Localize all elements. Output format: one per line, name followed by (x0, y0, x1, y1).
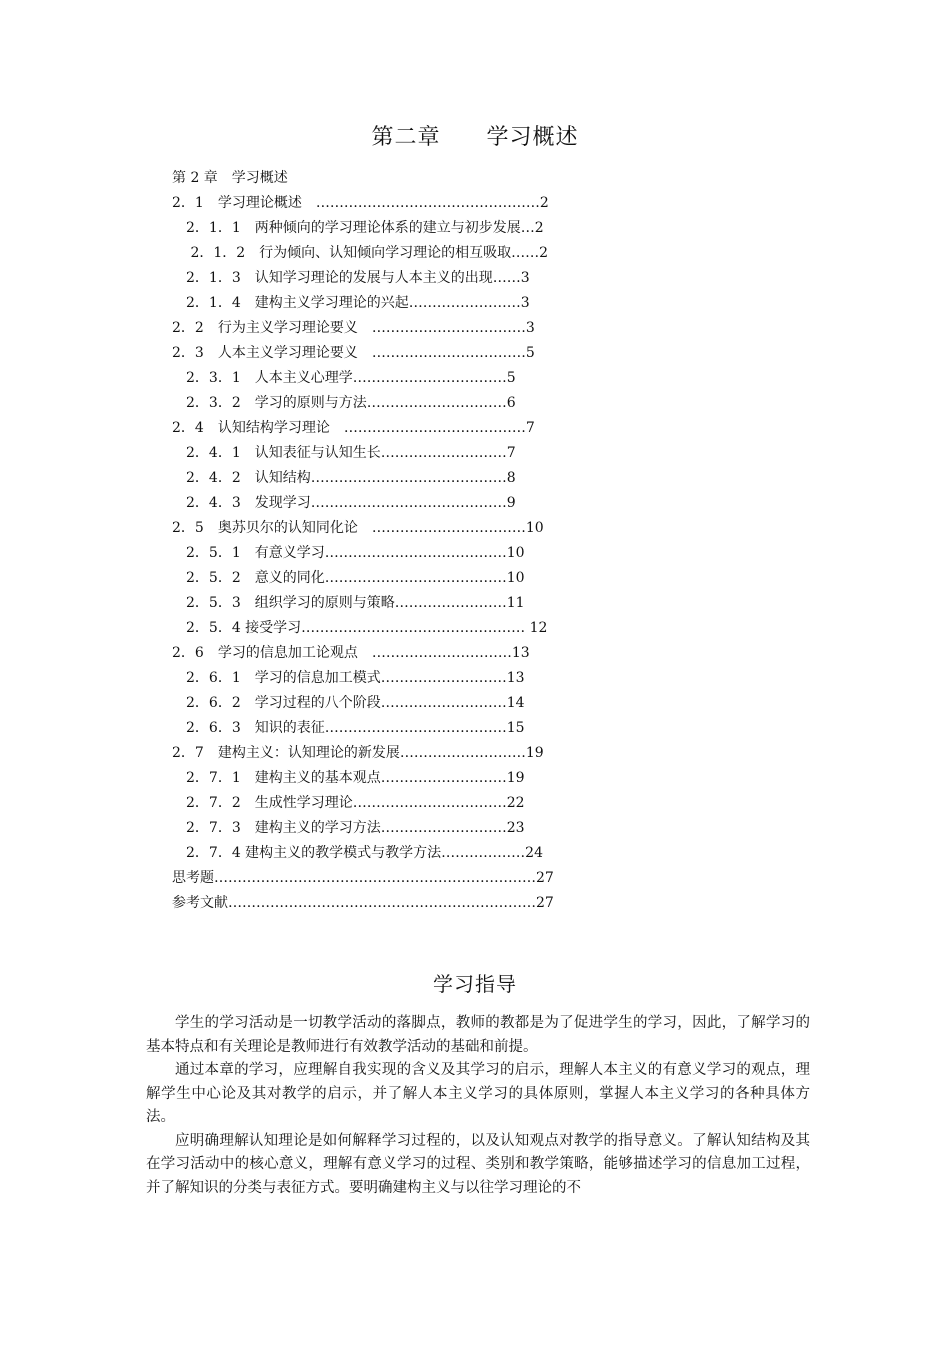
toc-entry[interactable]: 2．2 行为主义学习理论要义 ……………………………3 (172, 320, 535, 336)
study-guide-body (146, 1012, 810, 1200)
toc-entry-references[interactable]: 参考文献…………………………………………………………27 (172, 895, 554, 911)
toc-entry[interactable]: 2．7．4 建构主义的教学模式与教学方法………………24 (172, 845, 543, 861)
toc-entry[interactable]: 2．5．1 有意义学习…………………………………10 (172, 545, 525, 561)
toc-entry[interactable]: 2．5．3 组织学习的原则与策略……………………11 (172, 595, 525, 611)
toc-entry[interactable]: 2．6．1 学习的信息加工模式………………………13 (172, 670, 525, 686)
toc-entry[interactable]: 2．1．2 行为倾向、认知倾向学习理论的相互吸取……2 (172, 245, 549, 261)
toc-entry[interactable]: 2．6．2 学习过程的八个阶段………………………14 (172, 695, 525, 711)
toc-entry[interactable]: 2．7．1 建构主义的基本观点………………………19 (172, 770, 525, 786)
toc-entry[interactable]: 2．3．2 学习的原则与方法…………………………6 (172, 395, 516, 411)
guide-paragraph: 学生的学习活动是一切教学活动的落脚点，教师的教都是为了促进学生的学习，因此，了解学习的基本特点和有关理论是教师进行有效教学活动的基础和前提。 (146, 1015, 810, 1055)
toc-entry[interactable]: 2．7 建构主义：认知理论的新发展………………………19 (172, 745, 544, 761)
guide-paragraph: 通过本章的学习，应理解自我实现的含义及其学习的启示，理解人本主义的有意义学习的观点，理解学生中心论及其对教学的启示，并了解人本主义学习的具体原则，掌握人本主义学习的各种具体方法。 (146, 1062, 810, 1125)
toc-entry[interactable]: 2．4．1 认知表征与认知生长………………………7 (172, 445, 516, 461)
toc-entry[interactable]: 2．5．4 接受学习………………………………………… 12 (172, 620, 548, 636)
toc-entry[interactable]: 2．1．3 认知学习理论的发展与人本主义的出现……3 (172, 270, 530, 286)
toc-entry[interactable]: 2．4．2 认知结构……………………………………8 (172, 470, 516, 486)
guide-paragraph: 应明确理解认知理论是如何解释学习过程的，以及认知观点对教学的指导意义。了解认知结构及其在学习活动中的核心意义，理解有意义学习的过程、类别和教学策略，能够描述学习的信息加工过程，并了解知识的分类与表征方式。要明确建构主义与以往学习理论的不 (146, 1132, 810, 1196)
toc-entry[interactable]: 2．1．1 两种倾向的学习理论体系的建立与初步发展…2 (172, 220, 544, 236)
toc-entry[interactable]: 2．3．1 人本主义心理学……………………………5 (172, 370, 516, 386)
table-of-contents (172, 166, 612, 916)
toc-entry[interactable]: 2．6 学习的信息加工论观点 …………………………13 (172, 645, 530, 661)
toc-entry[interactable]: 2．6．3 知识的表征…………………………………15 (172, 720, 525, 736)
toc-entry-questions[interactable]: 思考题……………………………………………………………27 (172, 870, 554, 886)
toc-entry[interactable]: 2．1．4 建构主义学习理论的兴起……………………3 (172, 295, 530, 311)
page-title: 第二章 学习概述 (371, 125, 579, 150)
study-guide-heading: 学习指导 (433, 972, 517, 996)
toc-entry[interactable]: 2．5．2 意义的同化…………………………………10 (172, 570, 525, 586)
toc-chapter-heading[interactable]: 第 2 章 学习概述 (172, 170, 288, 186)
toc-entry[interactable]: 2．4 认知结构学习理论 …………………………………7 (172, 420, 535, 436)
toc-entry[interactable]: 2．7．3 建构主义的学习方法………………………23 (172, 820, 525, 836)
toc-entry[interactable]: 2．1 学习理论概述 …………………………………………2 (172, 195, 549, 211)
toc-entry[interactable]: 2．7．2 生成性学习理论……………………………22 (172, 795, 525, 811)
toc-entry[interactable]: 2．4．3 发现学习……………………………………9 (172, 495, 516, 511)
toc-entry[interactable]: 2．3 人本主义学习理论要义 ……………………………5 (172, 345, 535, 361)
toc-entry[interactable]: 2．5 奥苏贝尔的认知同化论 ……………………………10 (172, 520, 544, 536)
